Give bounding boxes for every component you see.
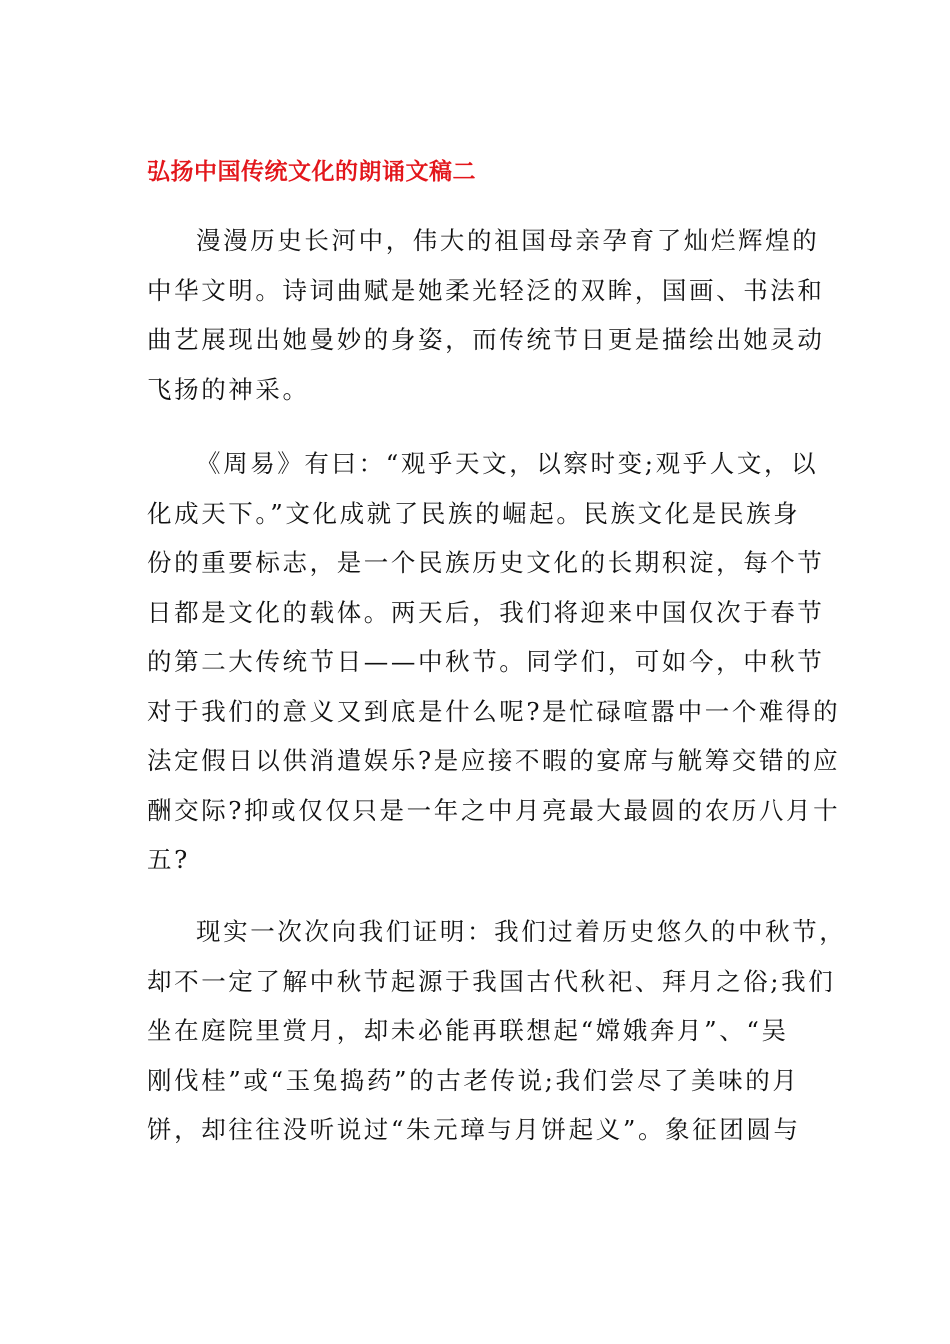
paragraph-2 [147,439,841,885]
paragraph-line: 份的重要标志，是一个民族历史文化的长期积淀，每个节 [147,548,825,577]
paragraph-line: 漫漫历史长河中，伟大的祖国母亲孕育了灿烂辉煌的 [196,226,820,255]
paragraph-line: 曲艺展现出她曼妙的身姿，而传统节日更是描绘出她灵动 [147,325,825,354]
paragraph-1 [147,216,825,414]
paragraph-line: 现实一次次向我们证明：我们过着历史悠久的中秋节， [196,917,847,946]
paragraph-3 [147,907,847,1155]
paragraph-line: 《周易》有曰：“观乎天文，以察时变;观乎人文，以 [196,449,819,478]
paragraph-line: 却不一定了解中秋节起源于我国古代秋祀、拜月之俗;我们 [147,966,836,996]
paragraph-line: 法定假日以供消遣娱乐?是应接不暇的宴席与觥筹交错的应 [147,746,841,775]
paragraph-line: 五? [147,845,190,874]
paragraph-line: 饼，却往往没听说过“朱元璋与月饼起义”。象征团圆与 [147,1115,801,1144]
paragraph-line: 酬交际?抑或仅仅只是一年之中月亮最大最圆的农历八月十 [147,795,841,825]
document-title: 弘扬中国传统文化的朗诵文稿二 [147,158,476,185]
paragraph-line: 刚伐桂”或“玉兔捣药”的古老传说;我们尝尽了美味的月 [147,1065,800,1095]
paragraph-line: 日都是文化的载体。两天后，我们将迎来中国仅次于春节 [147,597,825,627]
paragraph-line: 中华文明。诗词曲赋是她柔光轻泛的双眸，国画、书法和 [147,275,825,305]
paragraph-line: 飞扬的神采。 [147,374,310,404]
paragraph-line: 对于我们的意义又到底是什么呢?是忙碌喧嚣中一个难得的 [147,696,841,726]
paragraph-line: 的第二大传统节日——中秋节。同学们，可如今，中秋节 [147,647,825,676]
paragraph-line: 化成天下。”文化成就了民族的崛起。民族文化是民族身 [147,498,801,528]
paragraph-line: 坐在庭院里赏月，却未必能再联想起“嫦娥奔月”、“吴 [147,1016,789,1045]
